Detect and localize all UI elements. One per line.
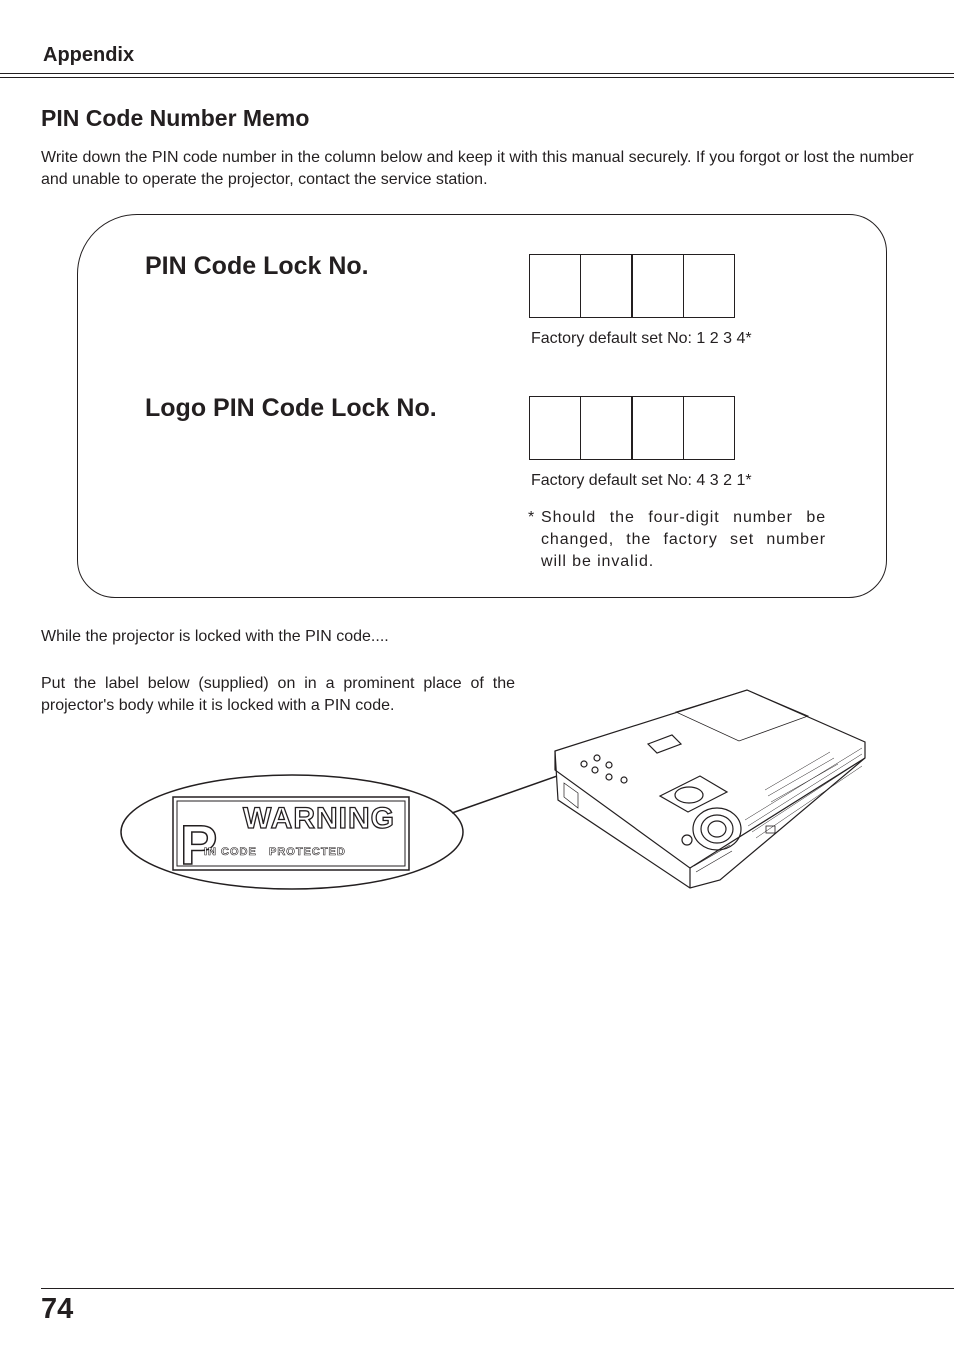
digit-box — [530, 397, 581, 459]
pin-code-lock-label: PIN Code Lock No. — [145, 252, 369, 280]
digit-box — [684, 397, 734, 459]
locked-note: While the projector is locked with the PIN code.... — [41, 628, 389, 645]
label-instruction: Put the label below (supplied) on in a prominent place of the projector's body while it is locked with a PIN code. — [41, 675, 515, 714]
digit-box — [633, 255, 684, 317]
intro-paragraph: Write down the PIN code number in the column below and keep it with this manual securely. If you forgot or lost the number and unable to operate the projector, contact the service station. — [41, 149, 914, 188]
logo-pin-code-default-note: Factory default set No: 4 3 2 1* — [531, 472, 752, 489]
footnote-marker: * — [528, 509, 536, 526]
pin-code-digit-boxes — [529, 254, 735, 318]
warning-heading: WARNING — [243, 802, 395, 835]
logo-pin-code-digit-boxes — [529, 396, 735, 460]
warning-label-illustration — [0, 680, 954, 910]
header-rule — [0, 77, 954, 78]
footnote-text: Should the four-digit number be changed, the factory set number will be invalid. — [541, 509, 826, 570]
page-title: PIN Code Number Memo — [41, 105, 310, 131]
digit-box — [684, 255, 734, 317]
digit-box — [530, 255, 581, 317]
footer-rule — [41, 1288, 954, 1289]
warning-initial: P — [180, 813, 218, 876]
pin-code-default-note: Factory default set No: 1 2 3 4* — [531, 330, 752, 347]
projector-drawing — [555, 690, 865, 888]
page-number: 74 — [41, 1293, 74, 1325]
digit-box — [581, 255, 633, 317]
digit-box — [633, 397, 684, 459]
header-rule — [0, 73, 954, 74]
warning-label — [173, 797, 409, 876]
section-label: Appendix — [43, 44, 135, 66]
logo-pin-code-lock-label: Logo PIN Code Lock No. — [145, 394, 437, 422]
footnote — [528, 507, 826, 573]
warning-subtext: IN CODE PROTECTED — [204, 846, 346, 858]
digit-box — [581, 397, 633, 459]
